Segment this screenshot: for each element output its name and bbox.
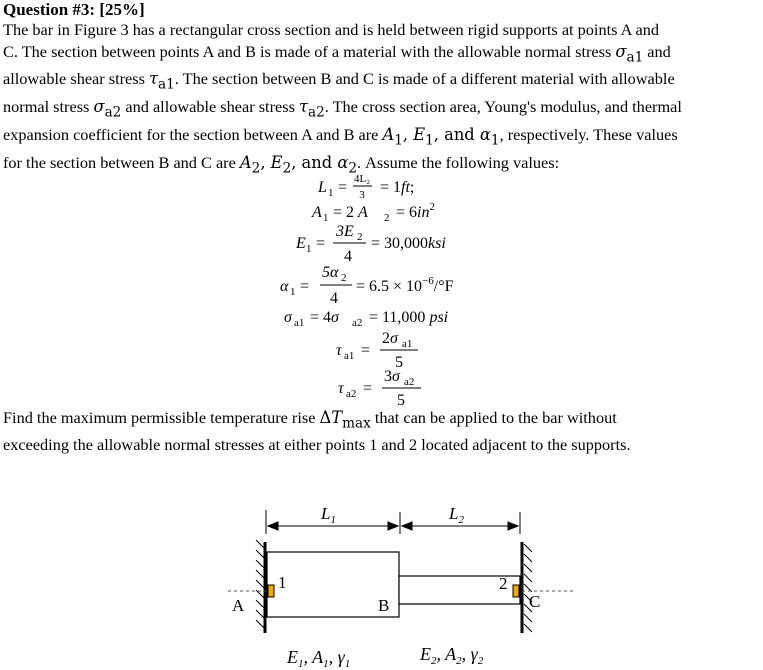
statement-line-3: allowable shear stress $\tau_{a1}$. The section between B and C is made of a different material with allowable — [3, 69, 675, 93]
svg-text:2: 2 — [384, 212, 390, 224]
svg-text:3E: 3E — [336, 223, 354, 240]
svg-text:2: 2 — [341, 272, 347, 284]
right-wall — [522, 542, 532, 633]
svg-text:τ: τ — [336, 342, 342, 359]
equation-3 — [295, 223, 446, 265]
point-1-label: 1 — [278, 573, 287, 592]
dimension-label-l1: $L_1$ — [321, 504, 336, 526]
right-section-properties: $E_2$, $A_2$, $\gamma_2$ — [420, 644, 484, 667]
svg-text:=: = — [316, 235, 326, 252]
equation-7 — [338, 368, 421, 409]
svg-text:4: 4 — [330, 290, 338, 307]
svg-text:5α: 5α — [322, 264, 339, 281]
point-1-marker — [268, 585, 274, 597]
svg-text:2σ: 2σ — [382, 330, 398, 347]
svg-text:3: 3 — [359, 189, 365, 201]
equation-1 — [317, 173, 414, 201]
point-b-label: B — [378, 596, 390, 615]
statement-line-2: C. The section between points A and B is made of a material with the allowable normal stress $\sigma_{a1}$ and — [3, 41, 671, 65]
left-wall — [256, 540, 265, 633]
point-c-label: C — [529, 592, 541, 611]
svg-text:σ: σ — [284, 309, 292, 326]
point-2-marker — [513, 585, 519, 597]
svg-text:1: 1 — [306, 243, 312, 255]
svg-text:1: 1 — [328, 187, 334, 199]
svg-text:= 6in2: = $6in^2$ — [396, 201, 435, 221]
equation-4 — [280, 264, 454, 307]
svg-text:3σ: 3σ — [384, 368, 400, 385]
svg-text:5: 5 — [395, 354, 403, 371]
statement-line-6: for the section between B and C are $A_2$, $E_2$, and $\alpha_2$. Assume the following values: — [3, 152, 560, 177]
svg-text:A: A — [312, 204, 322, 221]
equation-6 — [336, 330, 418, 371]
svg-text:= 30,000ksi: = 30,000ksi — [371, 235, 446, 252]
find-line-1: Find the maximum permissible temperature rise $\Delta T_{max}$ that can be applied to the bar without — [3, 408, 617, 432]
svg-text:= 4σ: = 4σ — [310, 309, 339, 326]
svg-text:= 2 A: = 2 A — [333, 204, 368, 221]
find-statement — [3, 407, 761, 456]
svg-text:a1: a1 — [402, 338, 413, 350]
svg-text:α: α — [280, 278, 289, 295]
dimension-label-l2: $L_2$ — [449, 504, 464, 526]
left-section-properties: $E_1$, $A_1$, $\gamma_1$ — [287, 647, 351, 670]
svg-text:L: L — [318, 179, 327, 196]
svg-text:=: = — [363, 380, 373, 397]
svg-text:= 11,000 psi: = 11,000 psi — [369, 309, 449, 326]
statement-line-1: The bar in Figure 3 has a rectangular cross section and is held between rigid supports at points A and — [3, 20, 660, 39]
dimension-lines — [266, 510, 520, 534]
equation-2 — [311, 201, 435, 224]
point-a-label: A — [232, 596, 245, 615]
statement-line-5: expansion coefficient for the section between A and B are $A_1$, $E_1$, and $\alpha_1$, respectively. These values — [3, 125, 678, 149]
svg-text:4: 4 — [344, 248, 352, 265]
svg-text:a1: a1 — [294, 317, 305, 329]
svg-text:1: 1 — [290, 286, 296, 298]
svg-text:5: 5 — [397, 392, 405, 409]
question-title: Question #3: [25%] — [3, 0, 145, 19]
svg-text:=: = — [338, 179, 348, 196]
svg-text:1: 1 — [323, 212, 329, 224]
svg-text:a2: a2 — [352, 317, 363, 329]
svg-text:= 1ft;: = 1ft; — [380, 179, 415, 196]
svg-text:a2: a2 — [346, 388, 357, 400]
svg-text:a2: a2 — [404, 376, 415, 388]
bar-figure — [0, 490, 763, 670]
svg-text:E: E — [296, 235, 306, 252]
svg-text:4L₂: 4L₂ — [353, 173, 371, 185]
statement-line-4: normal stress $\sigma_{a2}$ and allowable shear stress $\tau_{a2}$. The cross section area, Young's modulus, and thermal — [3, 97, 682, 121]
find-line-2: exceeding the allowable normal stresses at either points 1 and 2 located adjacent to the supports. — [3, 435, 631, 455]
equations-block — [0, 165, 763, 410]
svg-text:=: = — [361, 342, 371, 359]
problem-statement — [3, 19, 761, 180]
svg-text:a1: a1 — [344, 350, 355, 362]
equation-5 — [284, 309, 448, 329]
svg-text:=: = — [300, 278, 310, 295]
svg-text:τ: τ — [338, 380, 344, 397]
svg-text:= 6.5 × 10−6/°F: = $6.5 \times 10^{-6}/^\circ F$ — [356, 275, 454, 295]
svg-text:2: 2 — [357, 231, 363, 243]
point-2-label: 2 — [499, 574, 508, 593]
